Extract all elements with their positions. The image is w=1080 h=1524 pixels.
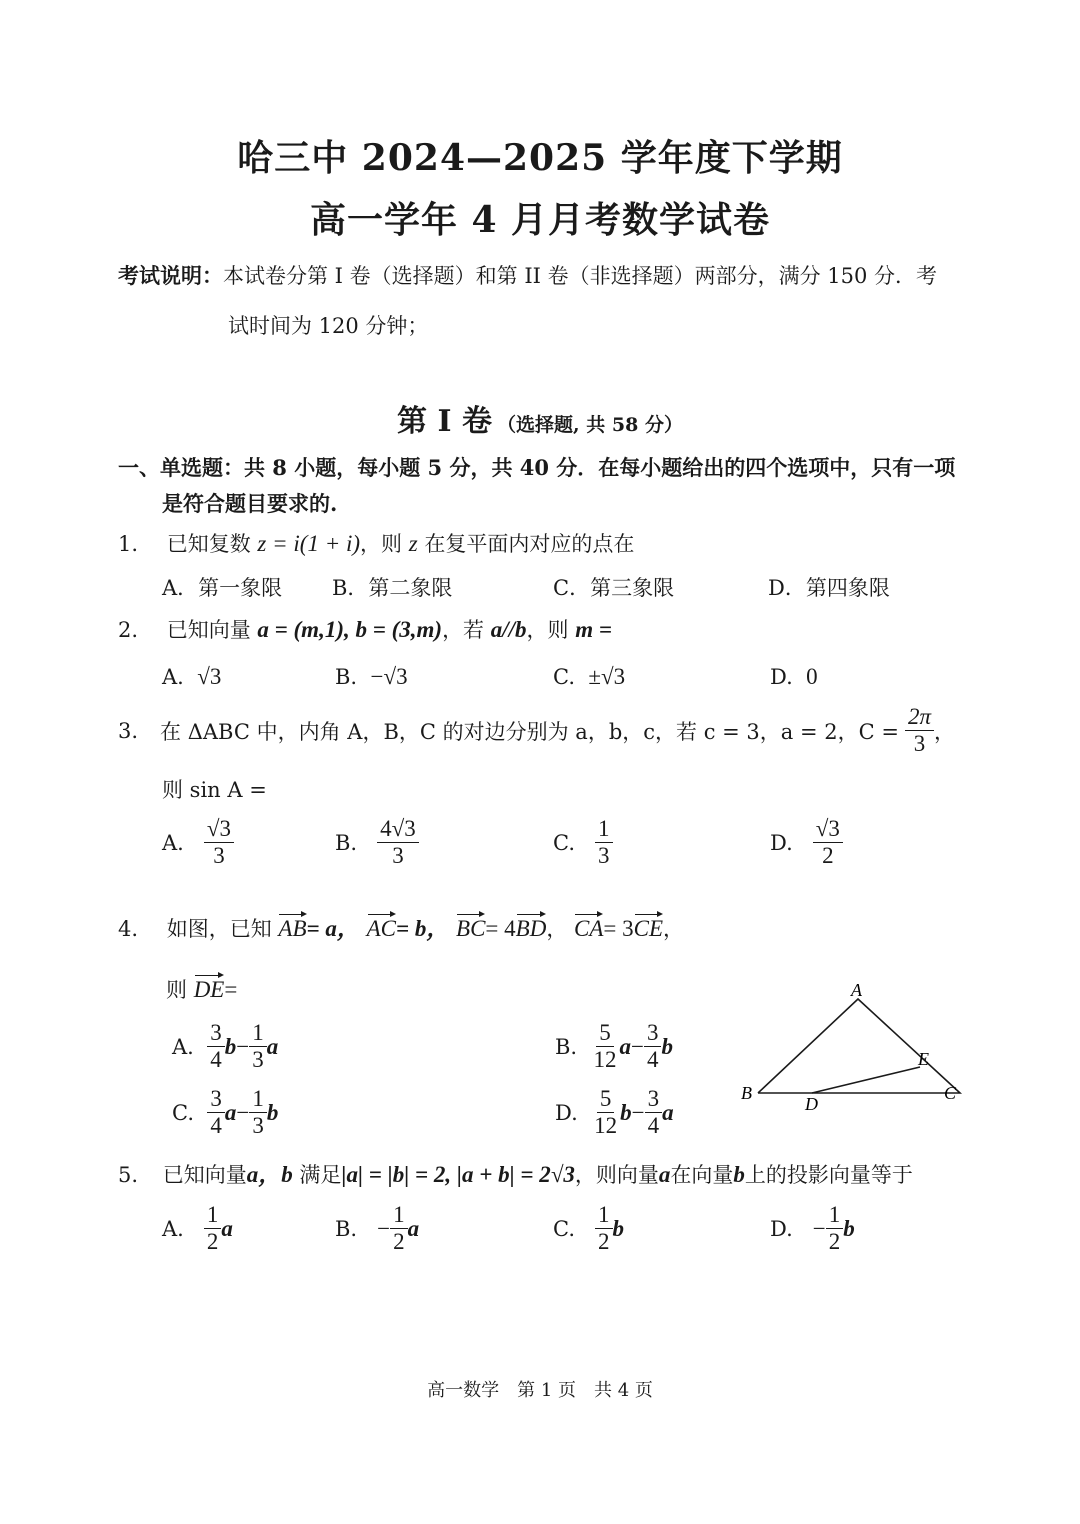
q5-condition: |a| = |b| = 2, |a + b| = 2√3 [341,1162,575,1187]
vector-DE: DE [193,977,225,1002]
q1-option-c: C．第三象限 [553,576,675,600]
question-5-stem: 5. 已知向量a，b 满足|a| = |b| = 2, |a + b| = 2√3，则向量a在向量b上的投影向量等于 [118,1162,913,1187]
q3-option-b: B. $\frac{4√3}{3}$ [335,816,419,870]
label-e: E [918,1049,929,1069]
instructions-line1 [118,260,937,290]
q3-option-d: D. $\frac{√3}{2}$ [770,816,843,870]
section-subtitle: （选择题, 共 58 分） [497,414,683,436]
label-a: A [851,980,862,1000]
exam-title-line2: 高一学年 4 月月考数学试卷 [309,199,771,241]
page-footer: 高一数学 第 1 页 共 4 页 [427,1380,653,1401]
q3-option-a: A. $\frac{√3}{3}$ [162,816,234,870]
q3-angle-fraction: $\frac{2\pi}{3}$ [905,704,934,758]
q1-option-a: A．第一象限 [162,576,283,600]
vector-CE: CE [633,916,664,941]
q3-option-c: C. $\frac{1}{3}$ [553,816,613,870]
segment-de [812,1067,920,1093]
q2-option-a: A. √3 [162,664,222,689]
q5-option-b: B. − $\frac{1}{2}$ a [335,1202,420,1255]
exam-title-line1: 哈三中 2024—2025 学年度下学期 [237,137,843,179]
q2-expression: a = (m,1), b = (3,m) [257,617,443,642]
q3-ask: 则 sin A = [162,778,267,802]
instructions-label: 考试说明： [118,263,223,288]
vector-CA: CA [574,916,604,941]
q1-option-d: D．第四象限 [768,576,890,600]
instructions-text-1: 本试卷分第 I 卷（选择题）和第 II 卷（非选择题）两部分，满分 150 分．考 [223,264,938,288]
q2-option-d: D. 0 [770,664,818,689]
triangle-figure [730,975,970,1115]
q5-option-d: D. − $\frac{1}{2}$ b [770,1202,855,1255]
q1-expression: z = i(1 + i) [257,531,361,556]
q5-option-c: C. $\frac{1}{2}$ b [553,1202,625,1255]
q2-option-b: B. −√3 [335,664,408,689]
question-4-stem: 4. 如图，已知 AB= a， AC= b， BC= 4BD， CA= 3CE， [118,916,685,941]
q4-option-c: C. $\frac{3}{4}$ a − $\frac{1}{3}$ b [172,1086,279,1139]
q4-option-d: D. $\frac{5}{12}$ b − $\frac{3}{4}$ a [555,1086,674,1139]
q5-option-a: A. $\frac{1}{2}$ a [162,1202,233,1255]
question-3-stem: 3. 在 ΔABC 中，内角 A，B，C 的对边分别为 a，b，c，若 c = 3，a = 2，C = $\frac{2\pi}{3}$ ， [118,704,955,757]
question-number: 1. [118,532,139,556]
part1-instruction-line1: 一、单选题：共 8 小题，每小题 5 分，共 40 分．在每小题给出的四个选项中，只有一项 [118,455,956,480]
vector-BD: BD [515,916,547,941]
q4-option-b: B. $\frac{5}{12}$ a − $\frac{3}{4}$ b [555,1020,673,1073]
question-2-stem: 2. 已知向量 a = (m,1), b = (3,m)，若 a//b，则 m = [118,617,612,642]
part1-instruction-line2: 是符合题目要求的. [162,491,338,516]
triangle-abc [758,999,960,1093]
q1-option-b: B．第二象限 [332,576,453,600]
vector-BC: BC [456,916,486,941]
question-1-stem: 1. 已知复数 z = i(1 + i)，则 z 在复平面内对应的点在 [118,531,635,556]
q2-condition: a//b [490,617,527,642]
q4-option-a: A. $\frac{3}{4}$ b − $\frac{1}{3}$ a [172,1020,279,1073]
q2-option-c: C. ±√3 [553,664,626,689]
label-c: C [944,1083,957,1103]
label-d: D [805,1094,818,1114]
section-title: 第 I 卷 [397,404,492,439]
vector-AC: AC [366,916,396,941]
section-heading [0,396,1080,440]
label-b: B [741,1083,752,1103]
q4-ask: 则 DE= [166,977,238,1002]
instructions-line2: 试时间为 120 分钟； [228,314,429,338]
vector-AB: AB [278,916,307,941]
